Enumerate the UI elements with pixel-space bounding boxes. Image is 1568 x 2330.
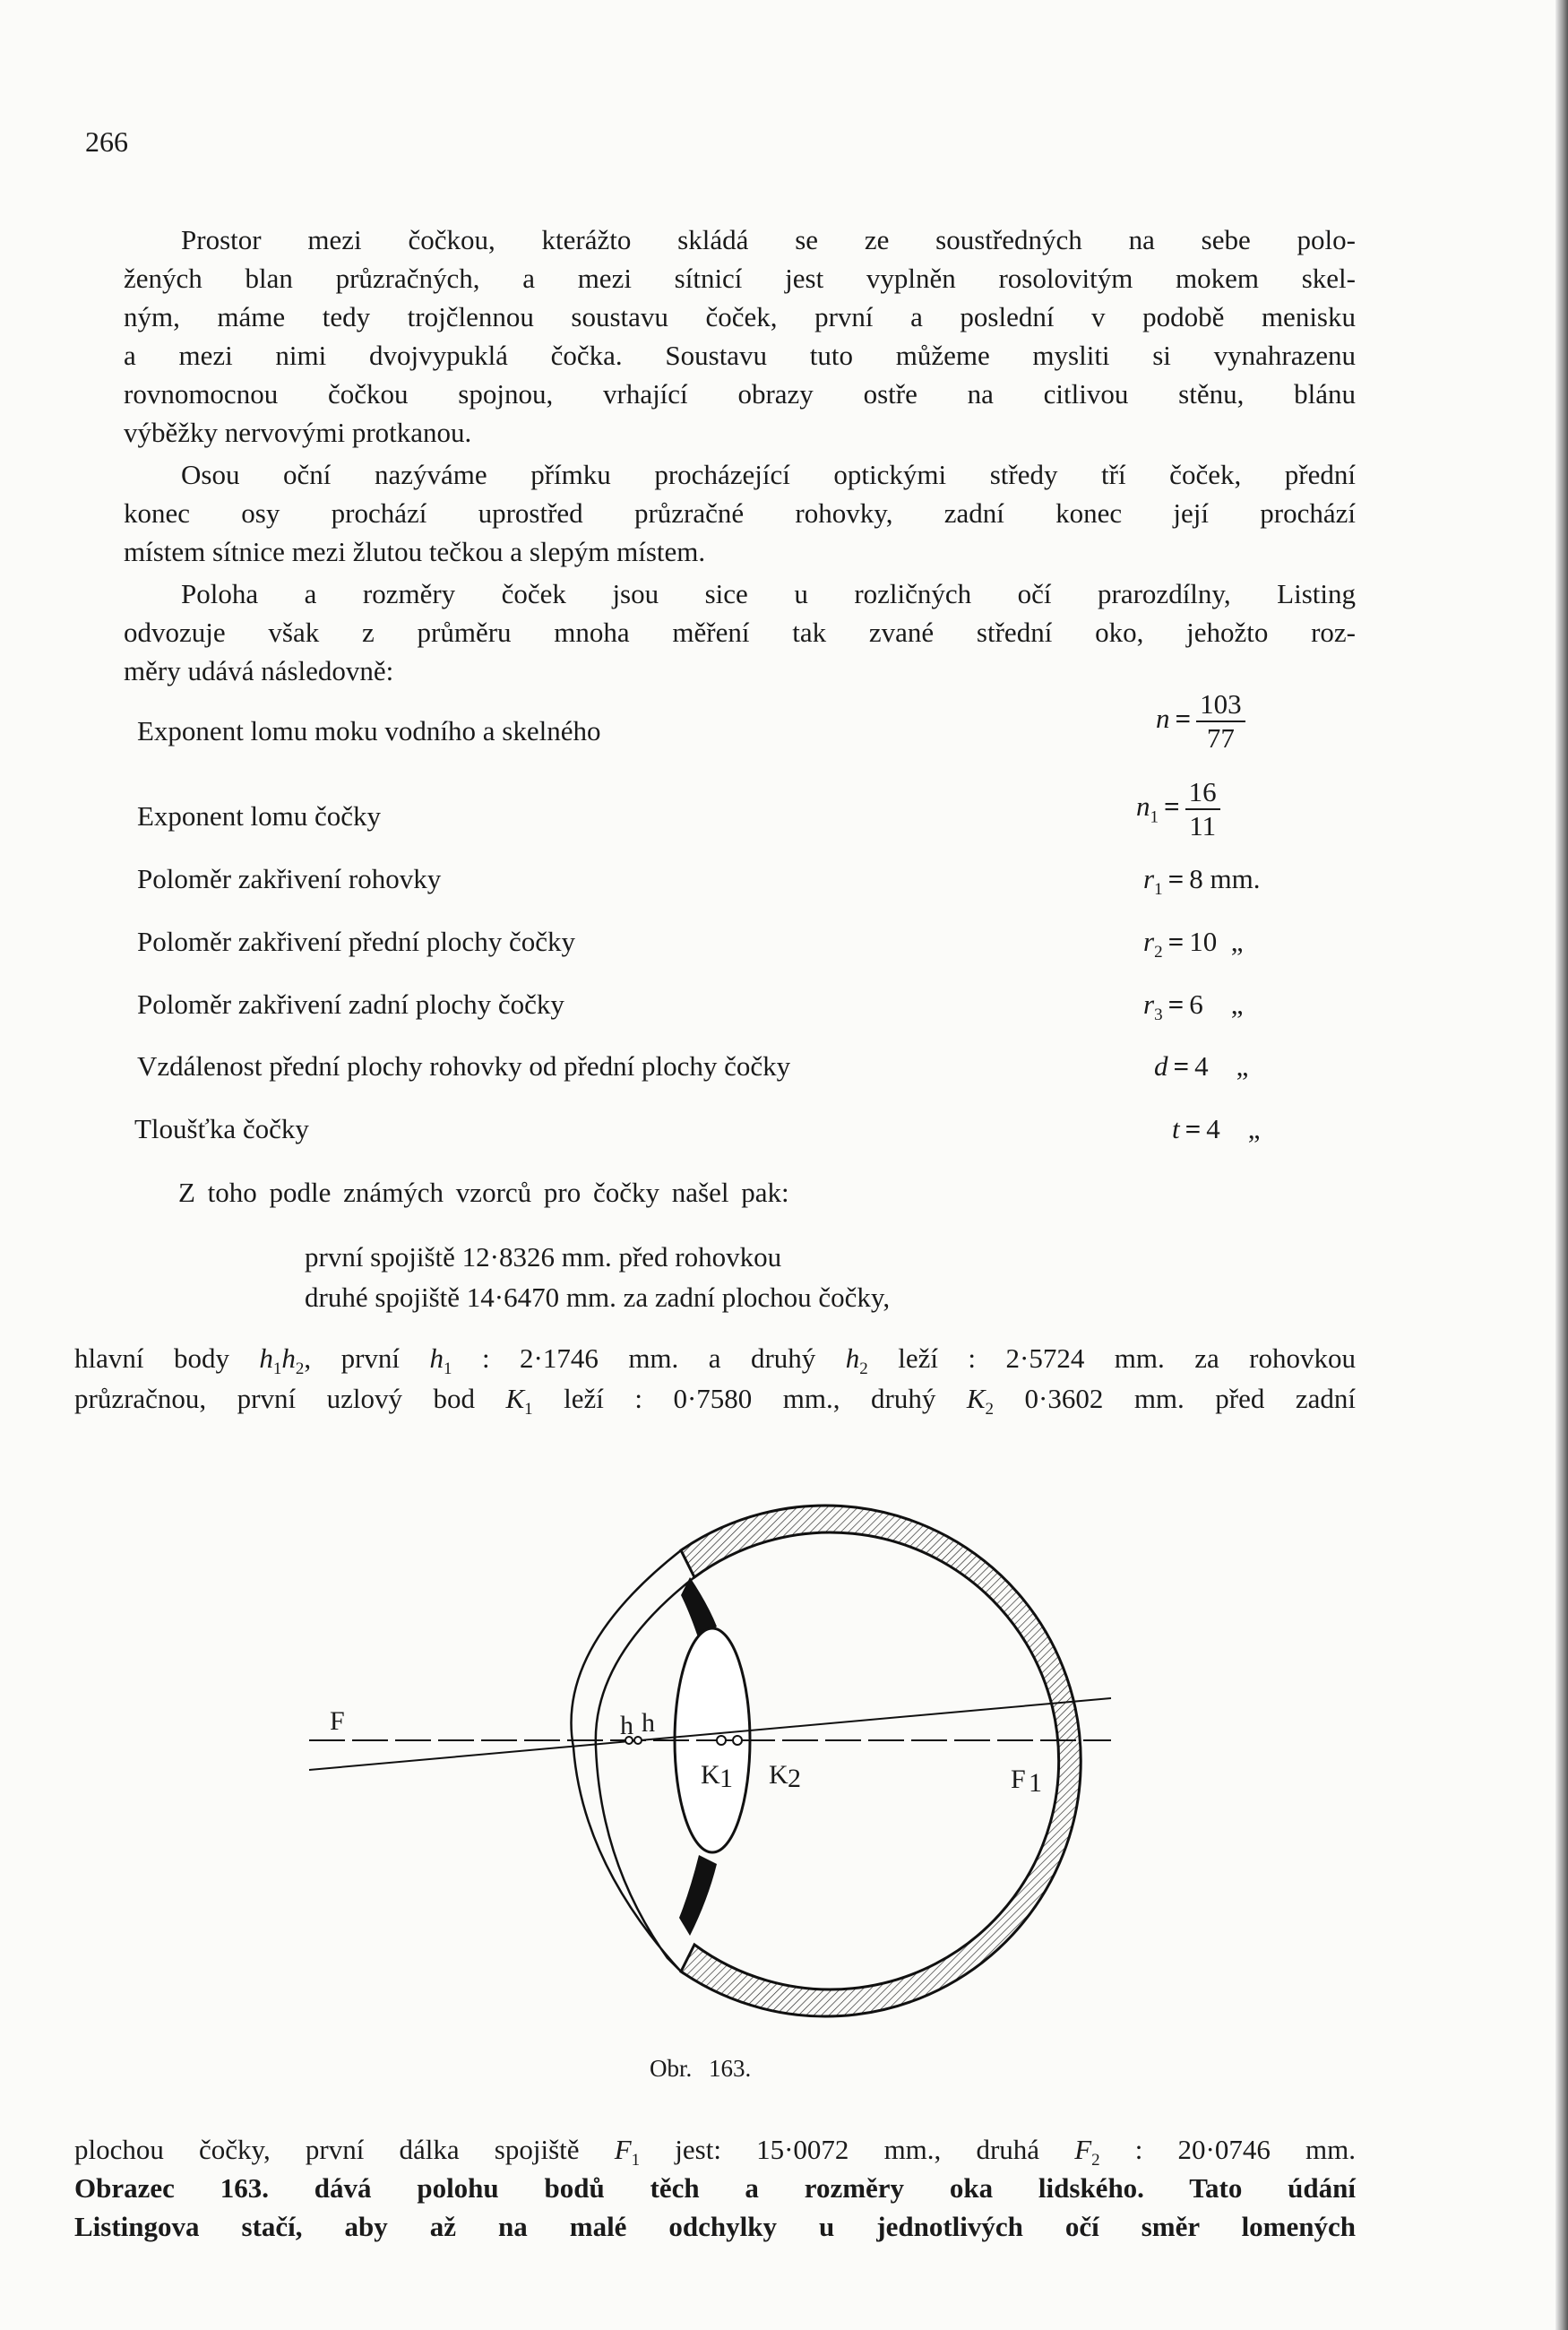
param-label: Poloměr zakřivení rohovky [137, 863, 442, 894]
param-label: Poloměr zakřivení přední plochy čočky [137, 926, 575, 957]
text-line: rovnomocnou čočkou spojnou, vrhající obrazy ostře na citlivou stěnu, blánu [124, 378, 1356, 410]
value: 10 [1189, 926, 1218, 957]
value: 4 [1194, 1050, 1209, 1082]
symbol: d [1154, 1050, 1168, 1082]
text-line: a mezi nimi dvojvypuklá čočka. Soustavu tuto můžeme mysliti si vynahrazenu [124, 340, 1356, 371]
figure-caption: Obr. 163. [650, 2055, 752, 2082]
text-line: Listingova stačí, aby až na malé odchylky u jednotlivých očí směr lomených [74, 2211, 1356, 2242]
symbol: K [505, 1383, 525, 1414]
text-line: Poloha a rozměry čoček jsou sice u rozličných očí prarozdílny, Listing [181, 578, 1356, 609]
equals: = [1167, 863, 1185, 894]
symbol: n [1136, 790, 1150, 823]
text-line: Prostor mezi čočkou, kterážto skládá se ze soustředných na sebe polo- [181, 224, 1356, 255]
text: leží : 2·5724 mm. za rohovkou [867, 1342, 1357, 1374]
unit: „ [1247, 1113, 1261, 1144]
symbol: F [1074, 2134, 1092, 2165]
symbol: r [1143, 863, 1155, 894]
subscript: 1 [1150, 807, 1159, 827]
text: hlavní body [74, 1342, 260, 1374]
subscript: 1 [444, 1359, 452, 1379]
subscript: 1 [272, 1359, 282, 1379]
subscript: 2 [1091, 2151, 1100, 2170]
focus-second: druhé spojiště 14·6470 mm. za zadní plochou čočky, [305, 1282, 891, 1313]
param-label: Tloušťka čočky [134, 1113, 309, 1144]
label-F1-sub: 1 [1029, 1768, 1042, 1798]
node-k2 [733, 1736, 742, 1745]
value: 8 [1189, 863, 1203, 894]
text-line: měry udává následovně: [124, 655, 394, 686]
symbol: h [259, 1342, 273, 1374]
unit: „ [1230, 988, 1244, 1020]
param-label: Exponent lomu čočky [137, 800, 382, 832]
numerator: 16 [1185, 776, 1220, 810]
value: 6 [1189, 988, 1203, 1020]
equals: = [1167, 926, 1185, 957]
label-K1: K [701, 1760, 720, 1790]
text-line: Obrazec 163. dává polohu bodů těch a rozměry oka lidského. Tato údání [74, 2172, 1356, 2204]
symbol: h [281, 1342, 296, 1374]
point-h2 [634, 1737, 642, 1744]
text-line: ným, máme tedy trojčlennou soustavu čoček, první a poslední v podobě menisku [124, 301, 1356, 332]
text: 0·3602 mm. před zadní [994, 1383, 1356, 1414]
text-line: odvozuje však z průměru mnoha měření tak zvané střední oko, jehožto roz- [124, 617, 1356, 648]
symbol: K [966, 1383, 986, 1414]
label-K2-sub: 2 [788, 1764, 801, 1793]
intro-line: Z toho podle známých vzorců pro čočky našel pak: [178, 1177, 789, 1208]
symbol: h [429, 1342, 444, 1374]
page-edge [1555, 0, 1568, 2330]
text: , první [304, 1342, 430, 1374]
text-line: Osou oční nazýváme přímku procházející optickými středy tří čoček, přední [181, 459, 1356, 490]
unit: „ [1230, 926, 1244, 957]
text-line: žených blan průzračných, a mezi sítnicí jest vyplněn rosolovitým mokem skel- [124, 263, 1356, 294]
text: jest: 15·0072 mm., druhá [640, 2134, 1075, 2165]
symbol: t [1172, 1113, 1180, 1144]
numerator: 103 [1196, 688, 1245, 722]
symbol: F [614, 2134, 632, 2165]
param-label: Exponent lomu moku vodního a skelného [137, 715, 601, 746]
symbol: r [1143, 988, 1155, 1020]
equals: = [1175, 703, 1192, 735]
text: průzračnou, první uzlový bod [74, 1383, 506, 1414]
denominator: 77 [1206, 722, 1235, 754]
denominator: 11 [1189, 810, 1217, 841]
subscript: 1 [1154, 880, 1163, 900]
iris-bottom [679, 1855, 717, 1936]
equals: = [1173, 1050, 1190, 1082]
text: plochou čočky, první dálka spojiště [74, 2134, 615, 2165]
param-label: Vzdálenost přední plochy rohovky od přední plochy čočky [137, 1050, 791, 1082]
label-h1: h [620, 1711, 633, 1740]
text-line: místem sítnice mezi žlutou tečkou a slepým místem. [124, 536, 706, 567]
text: leží : 0·7580 mm., druhý [532, 1383, 967, 1414]
value: 4 [1206, 1113, 1220, 1144]
symbol: n [1156, 703, 1170, 735]
label-F: F [330, 1706, 345, 1736]
page-number: 266 [85, 125, 128, 158]
unit: mm. [1210, 863, 1261, 894]
equals: = [1167, 988, 1185, 1020]
subscript: 1 [524, 1400, 533, 1420]
text-line: výběžky nervovými protkanou. [124, 417, 472, 448]
label-F1: F [1011, 1765, 1026, 1794]
subscript: 2 [985, 1400, 995, 1420]
unit: „ [1236, 1050, 1249, 1082]
subscript: 1 [631, 2151, 641, 2170]
equals: = [1164, 790, 1180, 823]
param-label: Poloměr zakřivení zadní plochy čočky [137, 988, 564, 1020]
subscript: 2 [295, 1359, 305, 1379]
label-K1-sub: 1 [719, 1764, 733, 1793]
subscript: 3 [1154, 1005, 1163, 1025]
subscript: 2 [1154, 943, 1163, 962]
focus-first: první spojiště 12·8326 mm. před rohovkou [305, 1241, 782, 1273]
subscript: 2 [859, 1359, 868, 1379]
equals: = [1185, 1113, 1202, 1144]
text-line: konec osy prochází uprostřed průzračné rohovky, zadní konec její prochází [124, 497, 1356, 529]
node-k1 [717, 1736, 726, 1745]
text: : 20·0746 mm. [1099, 2134, 1356, 2165]
label-h2: h [642, 1708, 655, 1738]
symbol: r [1143, 926, 1155, 957]
label-K2: K [769, 1760, 788, 1790]
text: : 2·1746 mm. a druhý [452, 1342, 846, 1374]
symbol: h [845, 1342, 860, 1374]
